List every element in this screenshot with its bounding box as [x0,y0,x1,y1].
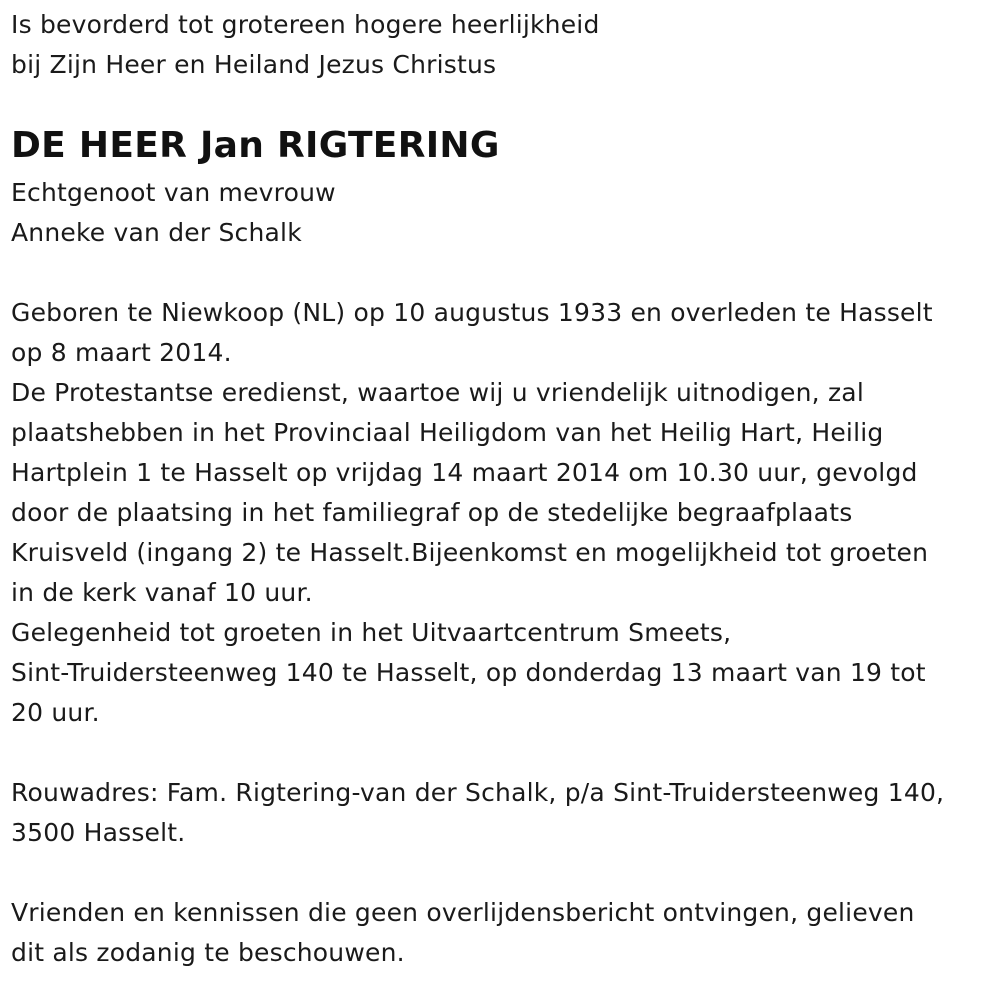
closing-line: dit als zodanig te beschouwen. [11,938,405,967]
spouse-line: Anneke van der Schalk [11,218,302,247]
spouse-text [11,173,991,253]
intro-text [11,5,991,85]
details-line: op 8 maart 2014. [11,338,232,367]
address-line: Rouwadres: Fam. Rigtering-van der Schalk, p/a Sint-Truidersteenweg 140, [11,778,945,807]
details-line: plaatshebben in het Provinciaal Heiligdom van het Heilig Hart, Heilig [11,418,884,447]
closing-line: Vrienden en kennissen die geen overlijdensbericht ontvingen, gelieven [11,898,915,927]
details-line: Kruisveld (ingang 2) te Hasselt.Bijeenkomst en mogelijkheid tot groeten [11,538,929,567]
details-line: Gelegenheid tot groeten in het Uitvaartcentrum Smeets, [11,618,732,647]
address-line: 3500 Hasselt. [11,818,186,847]
details-line: De Protestantse eredienst, waartoe wij u vriendelijk uitnodigen, zal [11,378,864,407]
details-line: in de kerk vanaf 10 uur. [11,578,313,607]
details-line: Geboren te Niewkoop (NL) op 10 augustus 1933 en overleden te Hasselt [11,298,933,327]
spouse-line: Echtgenoot van mevrouw [11,178,336,207]
funeral-details [11,293,991,733]
details-line: door de plaatsing in het familiegraf op de stedelijke begraafplaats [11,498,853,527]
details-line: 20 uur. [11,698,100,727]
details-line: Hartplein 1 te Hasselt op vrijdag 14 maart 2014 om 10.30 uur, gevolgd [11,458,918,487]
deceased-name: DE HEER Jan RIGTERING [11,125,500,166]
intro-line: Is bevorderd tot grotereen hogere heerlijkheid [11,10,600,39]
mourning-address [11,773,991,853]
details-line: Sint-Truidersteenweg 140 te Hasselt, op donderdag 13 maart van 19 tot [11,658,926,687]
closing-note [11,893,991,973]
intro-line: bij Zijn Heer en Heiland Jezus Christus [11,50,497,79]
